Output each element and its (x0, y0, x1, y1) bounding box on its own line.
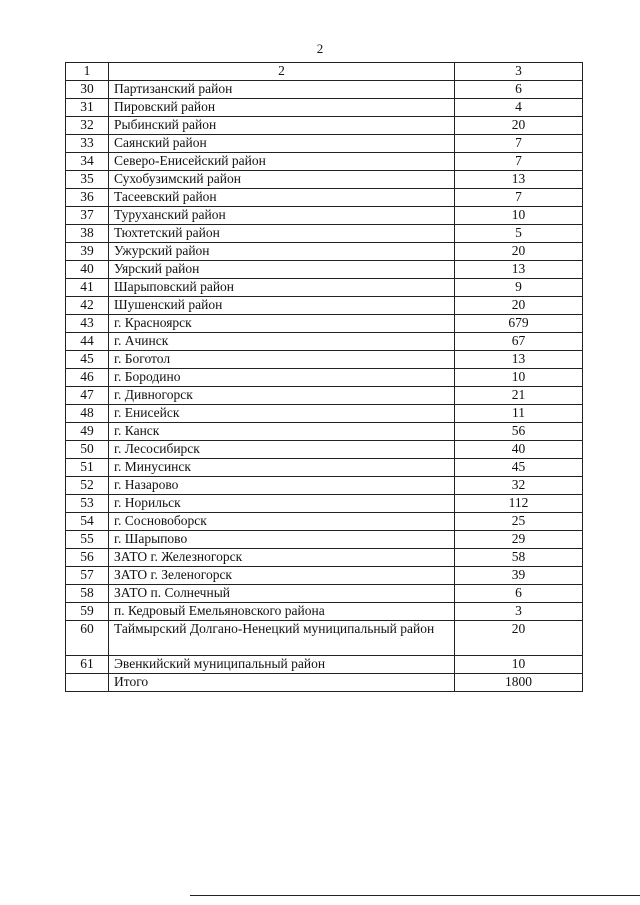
row-name-cell: ЗАТО п. Солнечный (109, 585, 455, 603)
row-value-cell: 10 (455, 369, 583, 387)
row-number-cell: 61 (66, 656, 109, 674)
row-number-cell: 46 (66, 369, 109, 387)
table-row (66, 621, 583, 656)
row-value-cell: 39 (455, 567, 583, 585)
row-number-cell: 57 (66, 567, 109, 585)
table-row (66, 117, 583, 135)
row-value-cell: 5 (455, 225, 583, 243)
row-number-cell: 37 (66, 207, 109, 225)
row-name-cell: п. Кедровый Емельяновского района (109, 603, 455, 621)
total-label-cell: Итого (109, 674, 455, 692)
table-row (66, 279, 583, 297)
row-name-cell: Партизанский район (109, 81, 455, 99)
row-value-cell: 58 (455, 549, 583, 567)
row-name-cell: Уярский район (109, 261, 455, 279)
row-name-cell: г. Норильск (109, 495, 455, 513)
row-number-cell: 53 (66, 495, 109, 513)
row-number-cell: 40 (66, 261, 109, 279)
row-number-cell: 41 (66, 279, 109, 297)
table-row (66, 459, 583, 477)
row-name-cell: г. Красноярск (109, 315, 455, 333)
row-number-cell: 56 (66, 549, 109, 567)
row-value-cell: 20 (455, 243, 583, 261)
row-value-cell: 13 (455, 351, 583, 369)
row-value-cell: 29 (455, 531, 583, 549)
row-value-cell: 32 (455, 477, 583, 495)
table-row (66, 549, 583, 567)
row-number-cell: 38 (66, 225, 109, 243)
table-row (66, 99, 583, 117)
row-number-cell: 30 (66, 81, 109, 99)
table-row (66, 495, 583, 513)
row-name-cell: г. Бородино (109, 369, 455, 387)
row-name-cell: Сухобузимский район (109, 171, 455, 189)
table-row (66, 297, 583, 315)
row-number-cell: 59 (66, 603, 109, 621)
row-number-cell: 54 (66, 513, 109, 531)
row-number-cell: 50 (66, 441, 109, 459)
row-name-cell: Туруханский район (109, 207, 455, 225)
total-row (66, 674, 583, 692)
row-number-cell: 51 (66, 459, 109, 477)
row-value-cell: 7 (455, 189, 583, 207)
table-row (66, 477, 583, 495)
table-row (66, 81, 583, 99)
row-number-cell: 34 (66, 153, 109, 171)
row-number-cell: 43 (66, 315, 109, 333)
page-number: 2 (316, 41, 324, 56)
table-row (66, 603, 583, 621)
total-number-cell (66, 674, 109, 692)
table-body (66, 63, 583, 692)
row-value-cell: 67 (455, 333, 583, 351)
row-number-cell: 39 (66, 243, 109, 261)
row-value-cell: 25 (455, 513, 583, 531)
row-value-cell: 7 (455, 153, 583, 171)
row-value-cell: 679 (455, 315, 583, 333)
row-name-cell: Пировский район (109, 99, 455, 117)
row-name-cell: Саянский район (109, 135, 455, 153)
row-name-cell: г. Сосновоборск (109, 513, 455, 531)
row-value-cell: 6 (455, 81, 583, 99)
row-number-cell: 48 (66, 405, 109, 423)
row-name-cell: г. Лесосибирск (109, 441, 455, 459)
row-number-cell: 47 (66, 387, 109, 405)
table-row (66, 513, 583, 531)
row-name-cell: г. Дивногорск (109, 387, 455, 405)
row-value-cell: 21 (455, 387, 583, 405)
table-row (66, 261, 583, 279)
row-number-cell: 36 (66, 189, 109, 207)
row-name-cell: Шарыповский район (109, 279, 455, 297)
row-name-cell: Эвенкийский муниципальный район (109, 656, 455, 674)
row-name-cell: Таймырский Долгано-Ненецкий муниципальный район (109, 621, 455, 656)
row-name-cell: Северо-Енисейский район (109, 153, 455, 171)
row-name-cell: г. Ачинск (109, 333, 455, 351)
row-value-cell: 112 (455, 495, 583, 513)
table-row (66, 656, 583, 674)
header-cell-value: 3 (455, 63, 583, 81)
row-value-cell: 13 (455, 261, 583, 279)
row-value-cell: 20 (455, 297, 583, 315)
table-row (66, 387, 583, 405)
table-row (66, 207, 583, 225)
row-number-cell: 33 (66, 135, 109, 153)
table-row (66, 333, 583, 351)
table-row (66, 531, 583, 549)
row-value-cell: 56 (455, 423, 583, 441)
table-row (66, 243, 583, 261)
table-row (66, 171, 583, 189)
row-value-cell: 20 (455, 621, 583, 656)
row-number-cell: 44 (66, 333, 109, 351)
table-row (66, 567, 583, 585)
row-value-cell: 6 (455, 585, 583, 603)
row-number-cell: 52 (66, 477, 109, 495)
total-value-cell: 1800 (455, 674, 583, 692)
row-value-cell: 7 (455, 135, 583, 153)
row-value-cell: 13 (455, 171, 583, 189)
row-name-cell: Шушенский район (109, 297, 455, 315)
row-name-cell: ЗАТО г. Железногорск (109, 549, 455, 567)
row-number-cell: 49 (66, 423, 109, 441)
table-row (66, 225, 583, 243)
row-number-cell: 45 (66, 351, 109, 369)
table-row (66, 315, 583, 333)
table-row (66, 153, 583, 171)
header-cell-number: 1 (66, 63, 109, 81)
row-name-cell: г. Боготол (109, 351, 455, 369)
row-name-cell: Тюхтетский район (109, 225, 455, 243)
row-number-cell: 42 (66, 297, 109, 315)
row-name-cell: Тасеевский район (109, 189, 455, 207)
row-name-cell: Ужурский район (109, 243, 455, 261)
row-value-cell: 10 (455, 207, 583, 225)
row-name-cell: ЗАТО г. Зеленогорск (109, 567, 455, 585)
row-name-cell: г. Енисейск (109, 405, 455, 423)
table-row (66, 585, 583, 603)
row-value-cell: 4 (455, 99, 583, 117)
row-number-cell: 58 (66, 585, 109, 603)
row-value-cell: 9 (455, 279, 583, 297)
row-number-cell: 60 (66, 621, 109, 656)
row-value-cell: 40 (455, 441, 583, 459)
row-value-cell: 11 (455, 405, 583, 423)
row-value-cell: 10 (455, 656, 583, 674)
header-cell-name: 2 (109, 63, 455, 81)
bottom-rule (190, 895, 640, 896)
row-number-cell: 31 (66, 99, 109, 117)
table-row (66, 351, 583, 369)
row-name-cell: г. Канск (109, 423, 455, 441)
row-value-cell: 20 (455, 117, 583, 135)
row-number-cell: 35 (66, 171, 109, 189)
row-value-cell: 45 (455, 459, 583, 477)
table-row (66, 135, 583, 153)
row-number-cell: 55 (66, 531, 109, 549)
row-number-cell: 32 (66, 117, 109, 135)
table-header-row (66, 63, 583, 81)
table-row (66, 189, 583, 207)
table-row (66, 441, 583, 459)
row-name-cell: г. Назарово (109, 477, 455, 495)
row-name-cell: г. Минусинск (109, 459, 455, 477)
row-name-cell: г. Шарыпово (109, 531, 455, 549)
table-row (66, 405, 583, 423)
allocation-table (65, 62, 583, 692)
table-row (66, 369, 583, 387)
table-row (66, 423, 583, 441)
row-value-cell: 3 (455, 603, 583, 621)
row-name-cell: Рыбинский район (109, 117, 455, 135)
